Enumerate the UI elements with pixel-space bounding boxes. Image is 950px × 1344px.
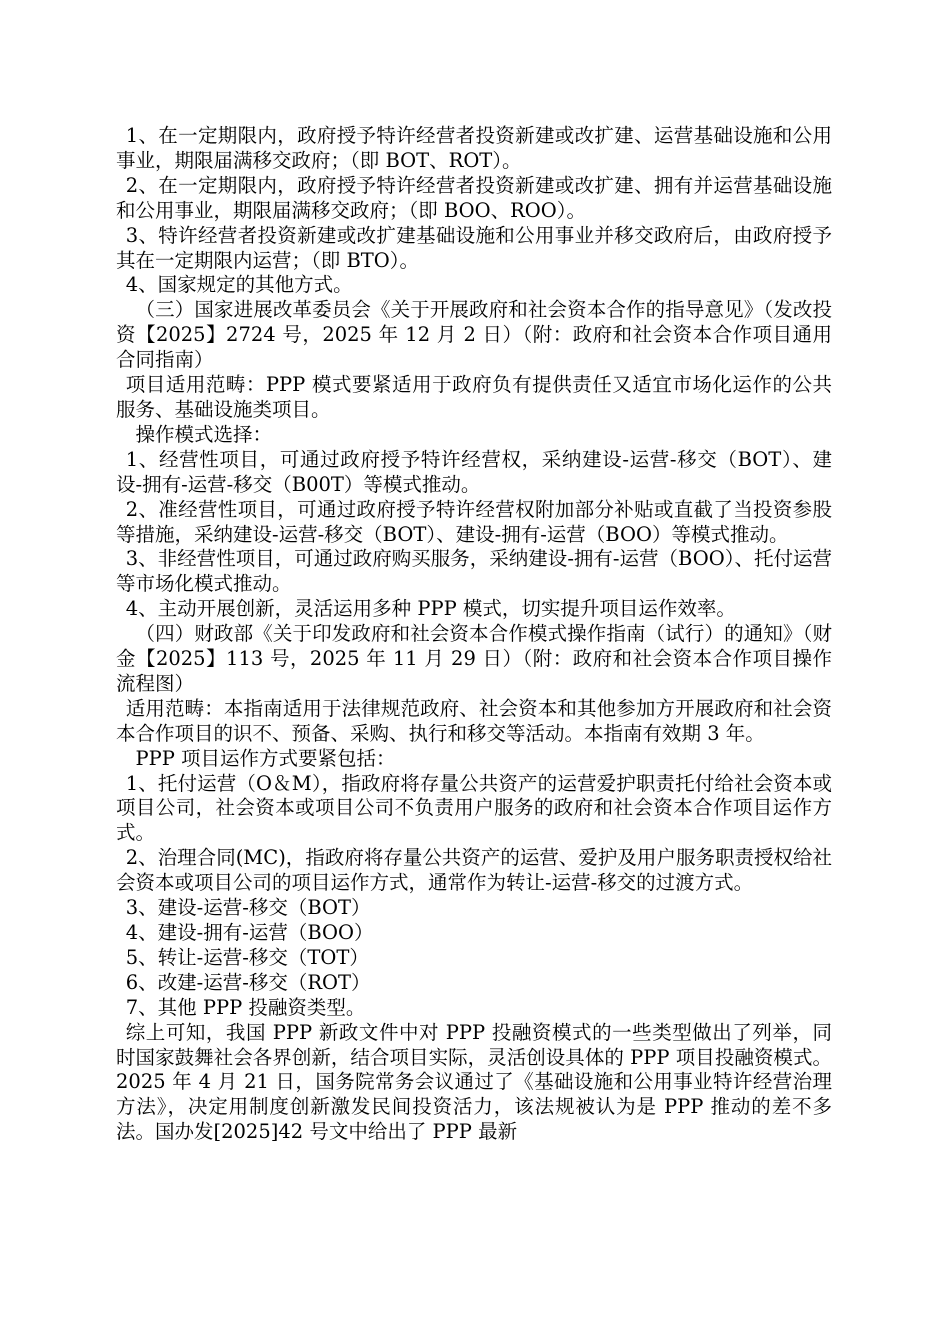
paragraph-other-ppp: 7、其他 PPP 投融资类型。 [125, 995, 366, 1019]
paragraph-innovation: 4、主动开展创新，灵活运用多种 PPP 模式，切实提升项目运作效率。 [125, 597, 736, 621]
paragraph-non-operating-projects: 3、非经营性项目，可通过政府购买服务，采纳建设-拥有-运营（BOO）、托付运营等市场化模式推动。 [116, 547, 832, 596]
paragraph-boo: 4、建设-拥有-运营（BOO） [125, 921, 374, 944]
paragraph-project-scope: 项目适用范畴：PPP 模式要紧适用于政府负有提供责任又适宜市场化运作的公共服务、基础设施类项目。 [116, 373, 832, 421]
paragraph-operating-projects: 1、经营性项目，可通过政府授予特许经营权，采纳建设-运营-移交（BOT）、建设-拥有-运营-移交（B00T）等模式推动。 [116, 447, 832, 496]
paragraph-tot: 5、转让-运营-移交（TOT） [125, 945, 369, 969]
paragraph-summary: 综上可知，我国 PPP 新政文件中对 PPP 投融资模式的一些类型做出了列举，同时国家鼓舞社会各界创新，结合项目实际，灵活创设具体的 PPP 项目投融资模式。2025 年 4 月 21 日，国务院常务会议通过了《基础设施和公用事业特许经营治理方法》，决定用制度创新激发民间投资活力，该法规被认为是 PPP 推动的差不多法。国办发[2025]42 号文中给出了 PPP 最新 [116, 1020, 832, 1144]
paragraph-mode-boo-roo: 2、在一定期限内，政府授予特许经营者投资新建或改扩建、拥有并运营基础设施和公用事业，期限届满移交政府；（即 BOO、ROO）。 [116, 173, 832, 222]
paragraph-ndrc-guidance: （三）国家进展改革委员会《关于开展政府和社会资本合作的指导意见》（发改投资【2025】2724 号，2025 年 12 月 2 日）（附：政府和社会资本合作项目通用合同指南） [116, 298, 832, 372]
paragraph-om: 1、托付运营（O＆M），指政府将存量公共资产的运营爱护职责托付给社会资本或项目公司，社会资本或项目公司不负责用户服务的政府和社会资本合作项目运作方式。 [116, 771, 832, 845]
paragraph-bot: 3、建设-运营-移交（BOT） [125, 896, 371, 920]
paragraph-rot: 6、改建-运营-移交（ROT） [125, 970, 371, 994]
paragraph-other-modes: 4、国家规定的其他方式。 [125, 273, 353, 297]
paragraph-ppp-methods-heading: PPP 项目运作方式要紧包括： [135, 746, 396, 770]
paragraph-mode-selection-heading: 操作模式选择： [135, 422, 273, 446]
document-body [116, 124, 832, 1145]
paragraph-mc: 2、治理合同(MC)，指政府将存量公共资产的运营、爱护及用户服务职责授权给社会资本或项目公司的项目运作方式，通常作为转让-运营-移交的过渡方式。 [116, 846, 832, 895]
paragraph-quasi-operating-projects: 2、准经营性项目，可通过政府授予特许经营权附加部分补贴或直截了当投资参股等措施，采纳建设-运营-移交（BOT）、建设-拥有-运营（BOO）等模式推动。 [116, 497, 832, 546]
paragraph-mof-guidance: （四）财政部《关于印发政府和社会资本合作模式操作指南（试行）的通知》（财金【2025】113 号，2025 年 11 月 29 日）（附：政府和社会资本合作项目操作流程图） [116, 622, 832, 695]
paragraph-guide-scope: 适用范畴：本指南适用于法律规范政府、社会资本和其他参加方开展政府和社会资本合作项目的识不、预备、采购、执行和移交等活动。本指南有效期 3 年。 [116, 696, 832, 745]
paragraph-mode-bto: 3、特许经营者投资新建或改扩建基础设施和公用事业并移交政府后，由政府授予其在一定期限内运营；（即 BTO）。 [116, 223, 832, 272]
paragraph-mode-bot-rot: 1、在一定期限内，政府授予特许经营者投资新建或改扩建、运营基础设施和公用事业，期限届满移交政府；（即 BOT、ROT）。 [116, 124, 832, 172]
